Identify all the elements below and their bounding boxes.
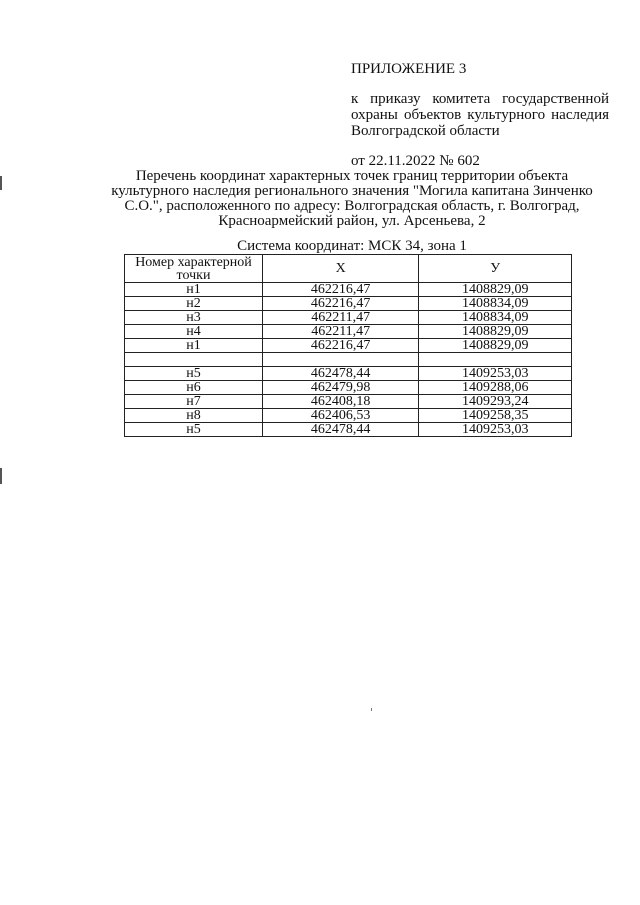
cell-point: н8 — [125, 409, 263, 423]
cell-y: 1408829,09 — [419, 339, 572, 353]
cell-point: н1 — [125, 283, 263, 297]
cell-y: 1409293,24 — [419, 395, 572, 409]
cell-y: 1409253,03 — [419, 367, 572, 381]
table-row — [125, 367, 572, 381]
table-row — [125, 311, 572, 325]
cell-point: н4 — [125, 325, 263, 339]
scan-speck — [371, 708, 372, 711]
cell-point: н2 — [125, 297, 263, 311]
scan-edge-mark — [0, 468, 2, 484]
table-row-empty — [125, 353, 572, 367]
appendix-date: от 22.11.2022 № 602 — [351, 153, 480, 169]
cell-y: 1409258,35 — [419, 409, 572, 423]
table-row — [125, 409, 572, 423]
header-y: У — [419, 255, 572, 283]
appendix-block — [351, 61, 609, 169]
table-row — [125, 381, 572, 395]
cell-point: н3 — [125, 311, 263, 325]
header-point-number: Номер характерной точки — [125, 255, 263, 283]
cell-x: 462478,44 — [262, 423, 418, 437]
cell-y: 1408834,09 — [419, 311, 572, 325]
table-row — [125, 325, 572, 339]
scan-edge-mark — [0, 176, 2, 190]
cell-x: 462216,47 — [262, 339, 418, 353]
table-row — [125, 339, 572, 353]
appendix-title: ПРИЛОЖЕНИЕ 3 — [351, 61, 467, 77]
cell-y: 1409288,06 — [419, 381, 572, 395]
table-row — [125, 297, 572, 311]
cell-point: н5 — [125, 367, 263, 381]
cell-point: н1 — [125, 339, 263, 353]
cell-y — [419, 353, 572, 367]
header-x: X — [262, 255, 418, 283]
cell-x: 462406,53 — [262, 409, 418, 423]
cell-x: 462211,47 — [262, 325, 418, 339]
cell-x — [262, 353, 418, 367]
cell-point — [125, 353, 263, 367]
cell-x: 462478,44 — [262, 367, 418, 381]
cell-y: 1408829,09 — [419, 325, 572, 339]
cell-y: 1409253,03 — [419, 423, 572, 437]
cell-y: 1408834,09 — [419, 297, 572, 311]
table-row — [125, 395, 572, 409]
table-header-row — [125, 255, 572, 283]
appendix-order: к приказу комитета государственной охраны объектов культурного наследия Волгоградской области — [351, 91, 609, 139]
cell-x: 462216,47 — [262, 283, 418, 297]
cell-x: 462479,98 — [262, 381, 418, 395]
cell-x: 462216,47 — [262, 297, 418, 311]
table-row — [125, 423, 572, 437]
coordinate-system: Система координат: МСК 34, зона 1 — [237, 238, 467, 254]
cell-y: 1408829,09 — [419, 283, 572, 297]
cell-x: 462211,47 — [262, 311, 418, 325]
cell-point: н7 — [125, 395, 263, 409]
cell-x: 462408,18 — [262, 395, 418, 409]
table-row — [125, 283, 572, 297]
cell-point: н6 — [125, 381, 263, 395]
cell-point: н5 — [125, 423, 263, 437]
document-title: Перечень координат характерных точек границ территории объекта культурного наследия регионального значения "Могила капитана Зинченко С.О.", расположенного по адресу: Волгоградская область, г. Волгоград, Красноармейский район, ул. Арсеньева, 2 — [111, 168, 593, 229]
coordinates-table — [124, 254, 572, 437]
